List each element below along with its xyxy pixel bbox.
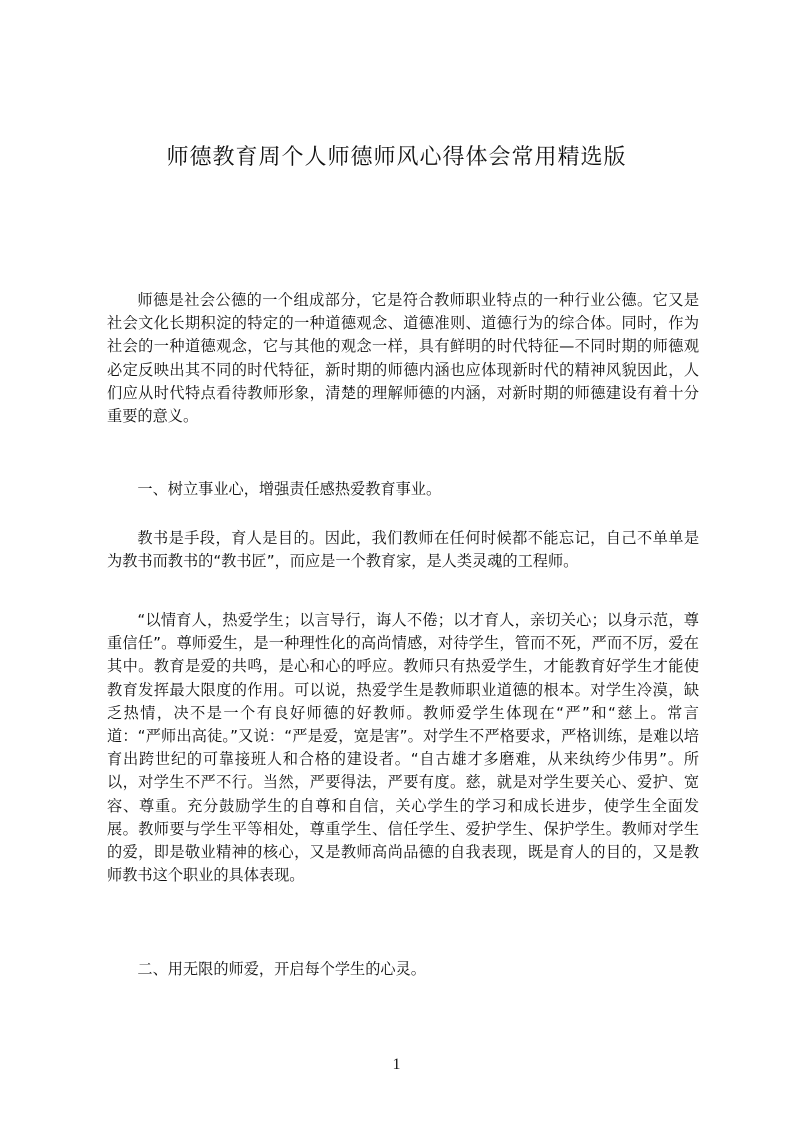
page-number: 1	[392, 1056, 401, 1073]
paragraph-love-students: “以情育人，热爱学生；以言导行，诲人不倦；以才育人，亲切关心；以身示范，尊重信任”。尊师爱生，是一种理性化的高尚情感，对待学生，管而不死，严而不厉，爱在其中。教育是爱的共鸣，是心和心的呼应。教师只有热爱学生，才能教育好学生才能使教育发挥最大限度的作用。可以说，热爱学生是教师职业道德的根本。对学生冷漠，缺乏热情，决不是一个有良好师德的好教师。教师爱学生体现在“严”和“慈上。常言道：“严师出高徒。”又说：“严是爱，宽是害”。对学生不严格要求，严格训练，是难以培育出跨世纪的可靠接班人和合格的建设者。“自古雄才多磨难，从来纨绔少伟男”。所以，对学生不严不行。当然，严要得法，严要有度。慈，就是对学生要关心、爱护、宽容、尊重。充分鼓励学生的自尊和自信，关心学生的学习和成长进步，使学生全面发展。教师要与学生平等相处，尊重学生、信任学生、爱护学生、保护学生。教师对学生的爱，即是敬业精神的核心，又是教师高尚品德的自我表现，既是育人的目的，又是教师教书这个职业的具体表现。	[107, 611, 699, 885]
document-title: 师德教育周个人师德师风心得体会常用精选版	[166, 145, 627, 170]
paragraph-intro: 师德是社会公德的一个组成部分，它是符合教师职业特点的一种行业公德。它又是社会文化长期积淀的特定的一种道德观念、道德准则、道德行为的综合体。同时，作为社会的一种道德观念，它与其他的观念一样，具有鲜明的时代特征—不同时期的师德观必定反映出其不同的时代特征，新时期的师德内涵也应体现新时代的精神风貌因此，人们应从时代特点看待教师形象，清楚的理解师德的内涵，对新时期的师德建设有着十分重要的意义。	[107, 291, 699, 426]
section-heading-2: 二、用无限的师爱，开启每个学生的心灵。	[137, 960, 426, 978]
section-heading-1: 一、树立事业心，增强责任感热爱教育事业。	[137, 480, 442, 498]
paragraph-teaching-purpose: 教书是手段，育人是目的。因此，我们教师在任何时候都不能忘记，自己不单单是为教书而教书的“教书匠”，而应是一个教育家，是人类灵魂的工程师。	[107, 529, 699, 571]
